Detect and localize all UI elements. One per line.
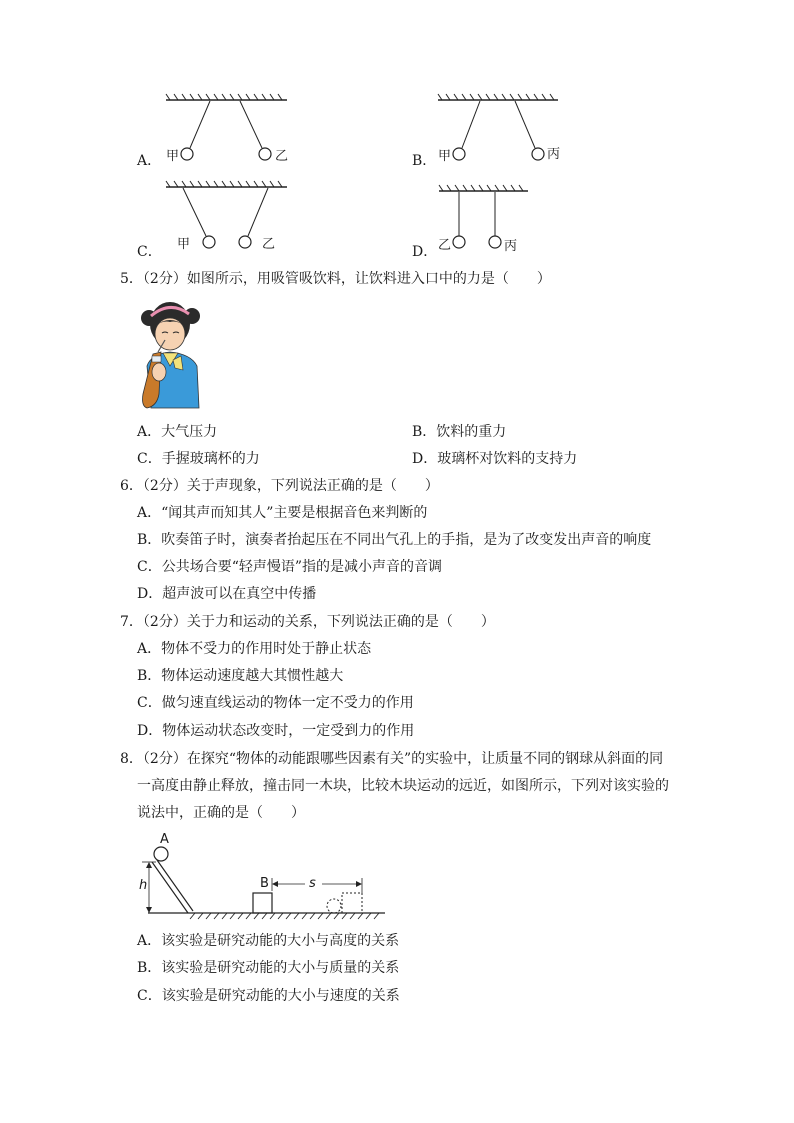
- ball-label-c-right: 乙: [262, 237, 276, 252]
- q7-option-b: B．物体运动速度越大其惯性越大: [137, 668, 344, 684]
- question-8-stem-line-1: 8．（2分）在探究“物体的动能跟哪些因素有关”的实验中，让质量不同的钢球从斜面的同: [120, 751, 664, 767]
- q6-option-b: B．吹奏笛子时，演奏者抬起压在不同出气孔上的手指，是为了改变发出声音的响度: [137, 532, 652, 548]
- q5-option-a: A．大气压力: [137, 424, 218, 440]
- option-a-letter: A．: [137, 153, 162, 169]
- q7-option-d: D．物体运动状态改变时，一定受到力的作用: [137, 723, 415, 739]
- q5-option-d: D．玻璃杯对饮料的支持力: [412, 451, 578, 467]
- q6-option-a: A．“闻其声而知其人”主要是根据音色来判断的: [137, 505, 428, 521]
- distance-s-label: s: [309, 876, 316, 891]
- question-7-stem: 7．（2分）关于力和运动的关系，下列说法正确的是（ ）: [120, 614, 495, 630]
- ball-label-d-right: 丙: [504, 239, 518, 254]
- q8-option-b: B．该实验是研究动能的大小与质量的关系: [137, 960, 400, 976]
- height-h-label: h: [139, 878, 148, 893]
- option-d-letter: D．: [412, 244, 438, 260]
- q6-option-d: D．超声波可以在真空中传播: [137, 586, 317, 602]
- ball-label-b-left: 甲: [438, 149, 452, 164]
- option-c-letter: C．: [137, 244, 162, 260]
- ball-label-a-right: 乙: [275, 149, 289, 164]
- q5-option-c: C．手握玻璃杯的力: [137, 451, 260, 467]
- ball-a-label: A: [160, 832, 169, 847]
- ball-label-c-left: 甲: [177, 237, 191, 252]
- q8-option-a: A．该实验是研究动能的大小与高度的关系: [137, 933, 400, 949]
- q7-option-a: A．物体不受力的作用时处于静止状态: [137, 641, 372, 657]
- q8-option-c: C．该实验是研究动能的大小与速度的关系: [137, 988, 400, 1004]
- question-8-stem-line-2: 一高度由静止释放，撞击同一木块，比较木块运动的远近，如图所示，下列对该实验的: [137, 778, 669, 794]
- ball-label-a-left: 甲: [166, 149, 180, 164]
- block-b-label: B: [260, 876, 269, 891]
- option-b-letter: B．: [412, 153, 437, 169]
- question-5-stem: 5．（2分）如图所示，用吸管吸饮料，让饮料进入口中的力是（ ）: [120, 271, 551, 287]
- q7-option-c: C．做匀速直线运动的物体一定不受力的作用: [137, 695, 414, 711]
- question-6-stem: 6．（2分）关于声现象，下列说法正确的是（ ）: [120, 478, 439, 494]
- ball-label-b-right: 丙: [547, 147, 561, 162]
- q6-option-c: C．公共场合要“轻声慢语”指的是减小声音的音调: [137, 559, 443, 575]
- ball-label-d-left: 乙: [438, 238, 452, 253]
- q5-option-b: B．饮料的重力: [412, 424, 507, 440]
- question-8-stem-line-3: 说法中，正确的是（ ）: [137, 805, 305, 821]
